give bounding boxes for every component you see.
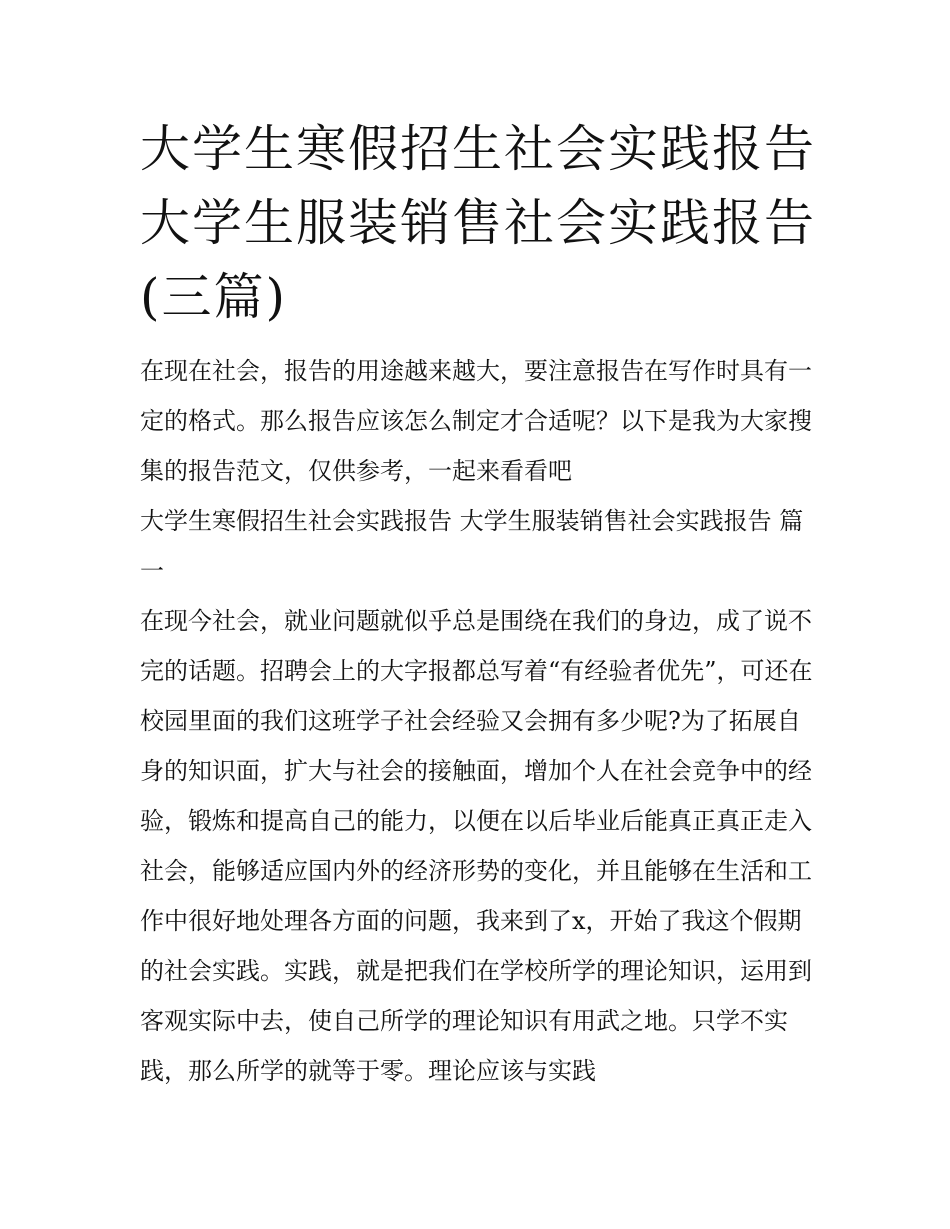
document-title: 大学生寒假招生社会实践报告 大学生服装销售社会实践报告(三篇) [140, 120, 816, 326]
body-paragraph: 在现今社会，就业问题就似乎总是围绕在我们的身边，成了说不完的话题。招聘会上的大字报都总写着“有经验者优先”，可还在校园里面的我们这班学子社会经验又会拥有多少呢?为了拓展自身的知识面，扩大与社会的接触面，增加个人在社会竞争中的经验，锻炼和提高自己的能力，以便在以后毕业后能真正真正走入社会，能够适应国内外的经济形势的变化，并且能够在生活和工作中很好地处理各方面的问题，我来到了x，开始了我这个假期的社会实践。实践，就是把我们在学校所学的理论知识，运用到客观实际中去，使自己所学的理论知识有用武之地。只学不实践，那么所学的就等于零。理论应该与实践 [140, 607, 813, 1085]
section-heading: 大学生寒假招生社会实践报告 大学生服装销售社会实践报告 篇一 [140, 507, 804, 585]
intro-paragraph: 在现在社会，报告的用途越来越大，要注意报告在写作时具有一定的格式。那么报告应该怎么制定才合适呢？以下是我为大家搜集的报告范文，仅供参考，一起来看看吧 [140, 357, 812, 485]
document-page [140, 112, 820, 1096]
